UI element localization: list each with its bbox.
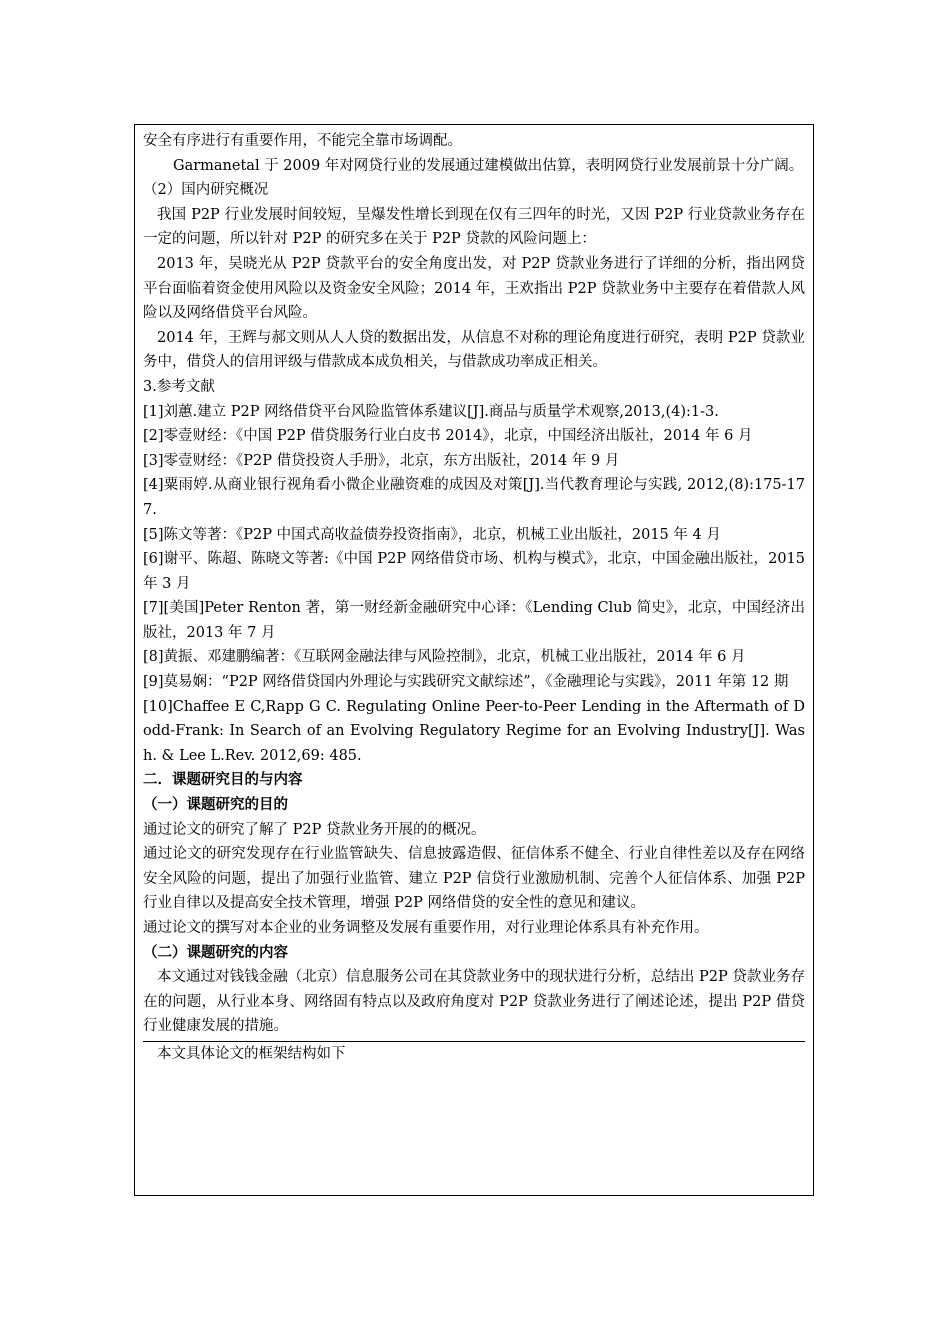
reference-item: [7][美国]Peter Renton 著，第一财经新金融研究中心译：《Lending Club 简史》，北京，中国经济出版社，2013 年 7 月 — [143, 600, 805, 641]
reference-item: [3]零壹财经：《P2P 借贷投资人手册》，北京，东方出版社，2014 年 9 月 — [143, 452, 620, 469]
paragraph: 安全有序进行有重要作用，不能完全靠市场调配。 — [143, 133, 462, 149]
reference-item: [2]零壹财经：《中国 P2P 借贷服务行业白皮书 2014》，北京，中国经济出版社，2014 年 6 月 — [143, 428, 753, 445]
section-subheading: （一）课题研究的目的 — [143, 796, 288, 814]
reference-item: [5]陈文等著：《P2P 中国式高收益债券投资指南》，北京，机械工业出版社，2015 年 4 月 — [143, 526, 721, 543]
section-heading: 二．课题研究目的与内容 — [143, 771, 303, 789]
document-table-cell — [134, 124, 814, 1196]
paragraph: 通过论文的撰写对本企业的业务调整及发展有重要作用，对行业理论体系具有补充作用。 — [143, 920, 709, 936]
paragraph: 本文具体论文的框架结构如下 — [143, 1041, 805, 1067]
reference-item: [1]刘蕙.建立 P2P 网络借贷平台风险监管体系建议[J].商品与质量学术观察,2013,(4):1-3. — [143, 403, 719, 420]
paragraph: 2014 年，王辉与郝文则从人人贷的数据出发，从信息不对称的理论角度进行研究，表明 P2P 贷款业务中，借贷人的信用评级与借款成本成负相关，与借款成功率成正相关。 — [143, 329, 805, 371]
paragraph: 我国 P2P 行业发展时间较短，呈爆发性增长到现在仅有三四年的时光，又因 P2P 行业贷款业务存在一定的问题，所以针对 P2P 的研究多在关于 P2P 贷款的风险问题上： — [143, 206, 805, 248]
paragraph: 本文通过对钱钱金融（北京）信息服务公司在其贷款业务中的现状进行分析，总结出 P2P 贷款业务存在的问题，从行业本身、网络固有特点以及政府角度对 P2P 贷款业务进行了阐述论述，提出 P2P 借贷行业健康发展的措施。 — [143, 969, 805, 1035]
reference-item: [6]谢平、陈超、陈晓文等著:《中国 P2P 网络借贷市场、机构与模式》，北京，中国金融出版社，2015 年 3 月 — [143, 551, 805, 592]
reference-item: [10]Chaffee E C,Rapp G C. Regulating Online Peer-to-Peer Lending in the Aftermath of Dodd-Frank: In Search of an Evolving Regulatory Regime for an Evolving Industry[J]. Wash. & Lee L.Rev. 2012,69: 485. — [143, 698, 805, 764]
references-heading: 3.参考文献 — [143, 378, 215, 395]
paragraph: Garmanetal 于 2009 年对网贷行业的发展通过建模做出估算，表明网贷行业发展前景十分广阔。 — [173, 157, 804, 174]
reference-item: [9]莫易娴：“P2P 网络借贷国内外理论与实践研究文献综述”，《金融理论与实践》，2011 年第 12 期 — [143, 674, 789, 691]
reference-item: [4]粟雨婷.从商业银行视角看小微企业融资难的成因及对策[J].当代教育理论与实践, 2012,(8):175-177. — [143, 477, 805, 518]
section-subheading: （2）国内研究概况 — [143, 182, 269, 199]
reference-item: [8]黄振、邓建鹏编著：《互联网金融法律与风险控制》，北京，机械工业出版社，2014 年 6 月 — [143, 649, 746, 666]
paragraph: 通过论文的研究了解了 P2P 贷款业务开展的的概况。 — [143, 821, 486, 838]
section-subheading: （二）课题研究的内容 — [143, 943, 288, 961]
paragraph: 通过论文的研究发现存在行业监管缺失、信息披露造假、征信体系不健全、行业自律性差以及存在网络安全风险的问题，提出了加强行业监管、建立 P2P 信贷行业激励机制、完善个人征信体系、加强 P2P 行业自律以及提高安全技术管理，增强 P2P 网络借贷的安全性的意见和建议。 — [143, 846, 805, 912]
paragraph: 2013 年，吴晓光从 P2P 贷款平台的安全角度出发，对 P2P 贷款业务进行了详细的分析，指出网贷平台面临着资金使用风险以及资金安全风险；2014 年，王欢指出 P2P 贷款业务中主要存在着借款人风险以及网络借贷平台风险。 — [143, 255, 805, 322]
